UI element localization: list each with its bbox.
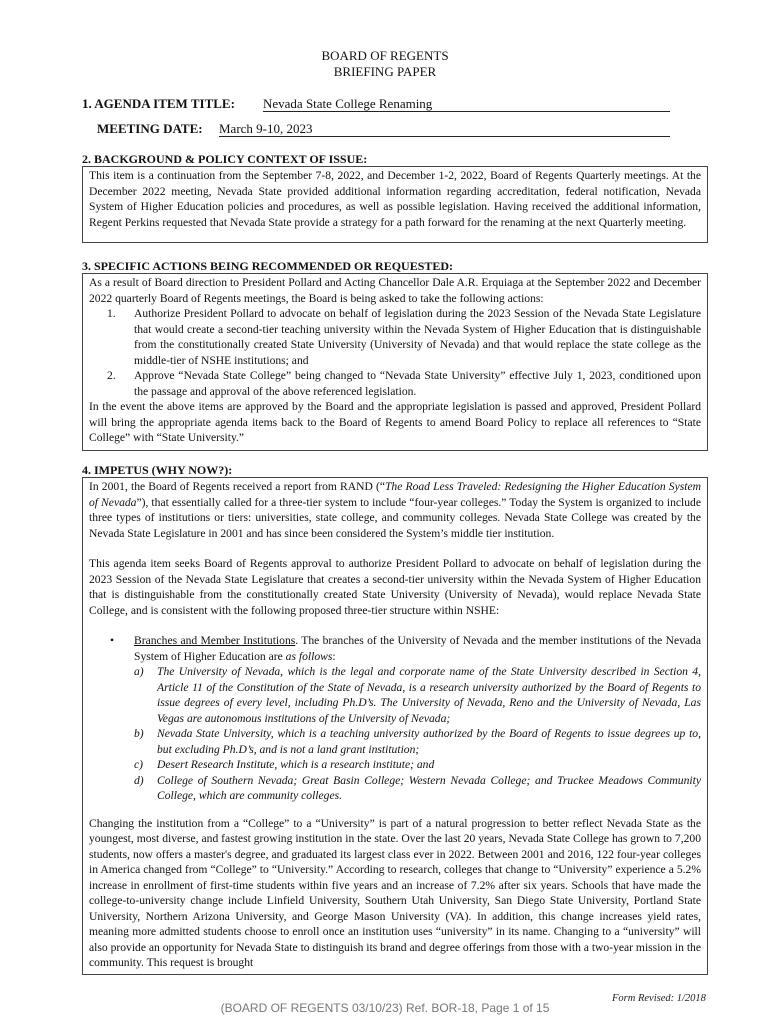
sub-list-letter: b) — [134, 727, 144, 740]
header-line-1: BOARD OF REGENTS — [321, 48, 449, 63]
sub-list-item — [134, 757, 701, 773]
list-item-number: 2. — [107, 369, 116, 382]
agenda-title-label: 1. AGENDA ITEM TITLE: — [82, 96, 235, 111]
form-revised-note: Form Revised: 1/2018 — [612, 993, 706, 1004]
section-4-box — [82, 477, 708, 975]
bullet-icon: • — [110, 634, 115, 647]
list-item-number: 1. — [107, 307, 116, 320]
section-4-paragraph-1 — [89, 479, 701, 541]
section-2-text: This item is a continuation from the September 7-8, 2022, and December 1-2, 2022, Board of Regents Quarterly meetings. At the December 2022 meeting, Nevada State provided additional information regarding accreditation, federal notification, Nevada System of Higher Education policies and procedures, as well as possible legislation. Having received the additional information, Regent Perkins requested that Nevada State provide a strategy for a path forward for the renaming at the next Quarterly meeting. — [89, 169, 701, 229]
section-4-paragraph-3: Changing the institution from a “College” to a “University” is part of a natural progression to better reflect Nevada State as the youngest, most diverse, and fastest growing institution in the state. Over the last 20 years, Nevada State College has grown to 7,200 students, now offers a master's degree, and graduated its largest class ever in 2022. Between 2001 and 2016, 122 four-year colleges in America changed from “College” to “University.” According to research, colleges that change to “University” experience a 5.2% increase in enrollment of first-time students within five years and an increase of 7.2% after six years. Schools that have made the college-to-university change include Linfield University, Southern Utah University, San Diego State University, Portland State University, Northern Arizona University, and George Mason University (VA). In addition, this change increases yield rates, meaning more admitted students choose to enroll once an institution uses “university” in its name. Changing to a “university” will also provide an opportunity for Nevada State to distinguish its brand and degree offerings from those with a two-year mission in the community. This request is brought — [89, 816, 701, 969]
agenda-title-value: Nevada State College Renaming — [263, 96, 670, 112]
section-3-action-list — [89, 306, 701, 399]
sub-list-letter: a) — [134, 665, 144, 678]
bullet-item — [110, 633, 701, 804]
section-3-box — [82, 273, 708, 451]
sub-list-text: Nevada State University, which is a teaching university authorized by the Board of Regents to issue degrees up to, but excluding Ph.D’s, and is not a land grant institution; — [157, 727, 701, 756]
header-line-2: BRIEFING PAPER — [333, 64, 437, 79]
section-3-heading: 3. SPECIFIC ACTIONS BEING RECOMMENDED OR REQUESTED: — [82, 259, 454, 273]
page-footer: (BOARD OF REGENTS 03/10/23) Ref. BOR-18, Page 1 of 15 — [220, 1001, 550, 1015]
section-3-closing: In the event the above items are approved by the Board and the appropriate legislation is passed and approved, President Pollard will bring the appropriate agenda items back to the Board of Regents to amend Board Policy to replace all references to “State College” with “State University.” — [89, 400, 701, 444]
section-2-heading: 2. BACKGROUND & POLICY CONTEXT OF ISSUE: — [82, 152, 368, 166]
sub-list-text: Desert Research Institute, which is a research institute; and — [157, 758, 435, 771]
bullet-colon: : — [332, 649, 336, 663]
list-item-text: Authorize President Pollard to advocate on behalf of legislation during the 2023 Session of the Nevada State Legislature that would create a second-tier teaching university within the Nevada System of Higher Education that is distinguishable from the constitutionally created State University (University of Nevada) and that would replace the state college as the middle-tier of NSHE institutions; and — [134, 307, 701, 367]
bullet-text — [134, 633, 701, 664]
bullet-text-rest: . The branches of the University of Nevada and the member institutions of the Nevada System of Higher Education are — [134, 634, 701, 663]
section-3-intro: As a result of Board direction to President Pollard and Acting Chancellor Dale A.R. Erquiaga at the September 2022 and December 2022 quarterly Board of Regents meetings, the Board is being asked to take the following actions: — [89, 276, 701, 305]
section-2-box — [82, 166, 708, 243]
list-item — [107, 368, 701, 399]
bullet-heading: Branches and Member Institutions — [134, 634, 296, 647]
section-4-paragraph-2: This agenda item seeks Board of Regents approval to authorize President Pollard to advocate on behalf of legislation during the 2023 Session of the Nevada State Legislature that creates a second-tier university within the Nevada System of Higher Education that is distinguishable from the constitutionally created State University (University of Nevada), would replace Nevada State College, and is consistent with the following proposed three-tier structure within NSHE: — [89, 557, 701, 617]
meeting-date-label: MEETING DATE: — [97, 121, 203, 136]
section-4-heading: 4. IMPETUS (WHY NOW?): — [82, 463, 233, 477]
sub-list-item — [134, 773, 701, 804]
sub-list-item — [134, 664, 701, 726]
p1-text-a: In 2001, the Board of Regents received a report from RAND (“ — [89, 480, 385, 493]
meeting-date-value: March 9-10, 2023 — [219, 121, 670, 137]
sub-list-letter: c) — [134, 758, 144, 771]
sub-list-letter: d) — [134, 773, 144, 787]
sub-list-item — [134, 726, 701, 757]
list-item — [107, 306, 701, 368]
list-item-text: Approve “Nevada State College” being changed to “Nevada State University” effective July 1, 2023, conditioned upon the passage and approval of the above referenced legislation. — [134, 369, 701, 398]
report-title: The Road Less Traveled: Redesigning the Higher Education System of Nevada — [89, 480, 701, 509]
bullet-content — [134, 633, 701, 804]
p1-text-b: ”), that essentially called for a three-tier system to include “four-year colleges.” Today the System is organized to include three types of institutions or tiers: universities, state college, and community colleges. Nevada State College was created by the Nevada State Legislature in 2001 and has since been considered the System’s middle tier institution. — [89, 495, 701, 540]
bullet-text-italic: as follows — [285, 649, 333, 663]
sub-list-text: The University of Nevada, which is the legal and corporate name of the State University described in Section 4, Article 11 of the Constitution of the State of Nevada, is a research university authorized by the Board of Regents to issue degrees of every level, including Ph.D’s. The University of Nevada, Reno and the University of Nevada, Las Vegas are autonomous institutions of the University of Nevada; — [157, 665, 701, 725]
sub-list-text: College of Southern Nevada; Great Basin College; Western Nevada College; and Truckee Meadows Community College, which are community colleges. — [157, 773, 701, 802]
